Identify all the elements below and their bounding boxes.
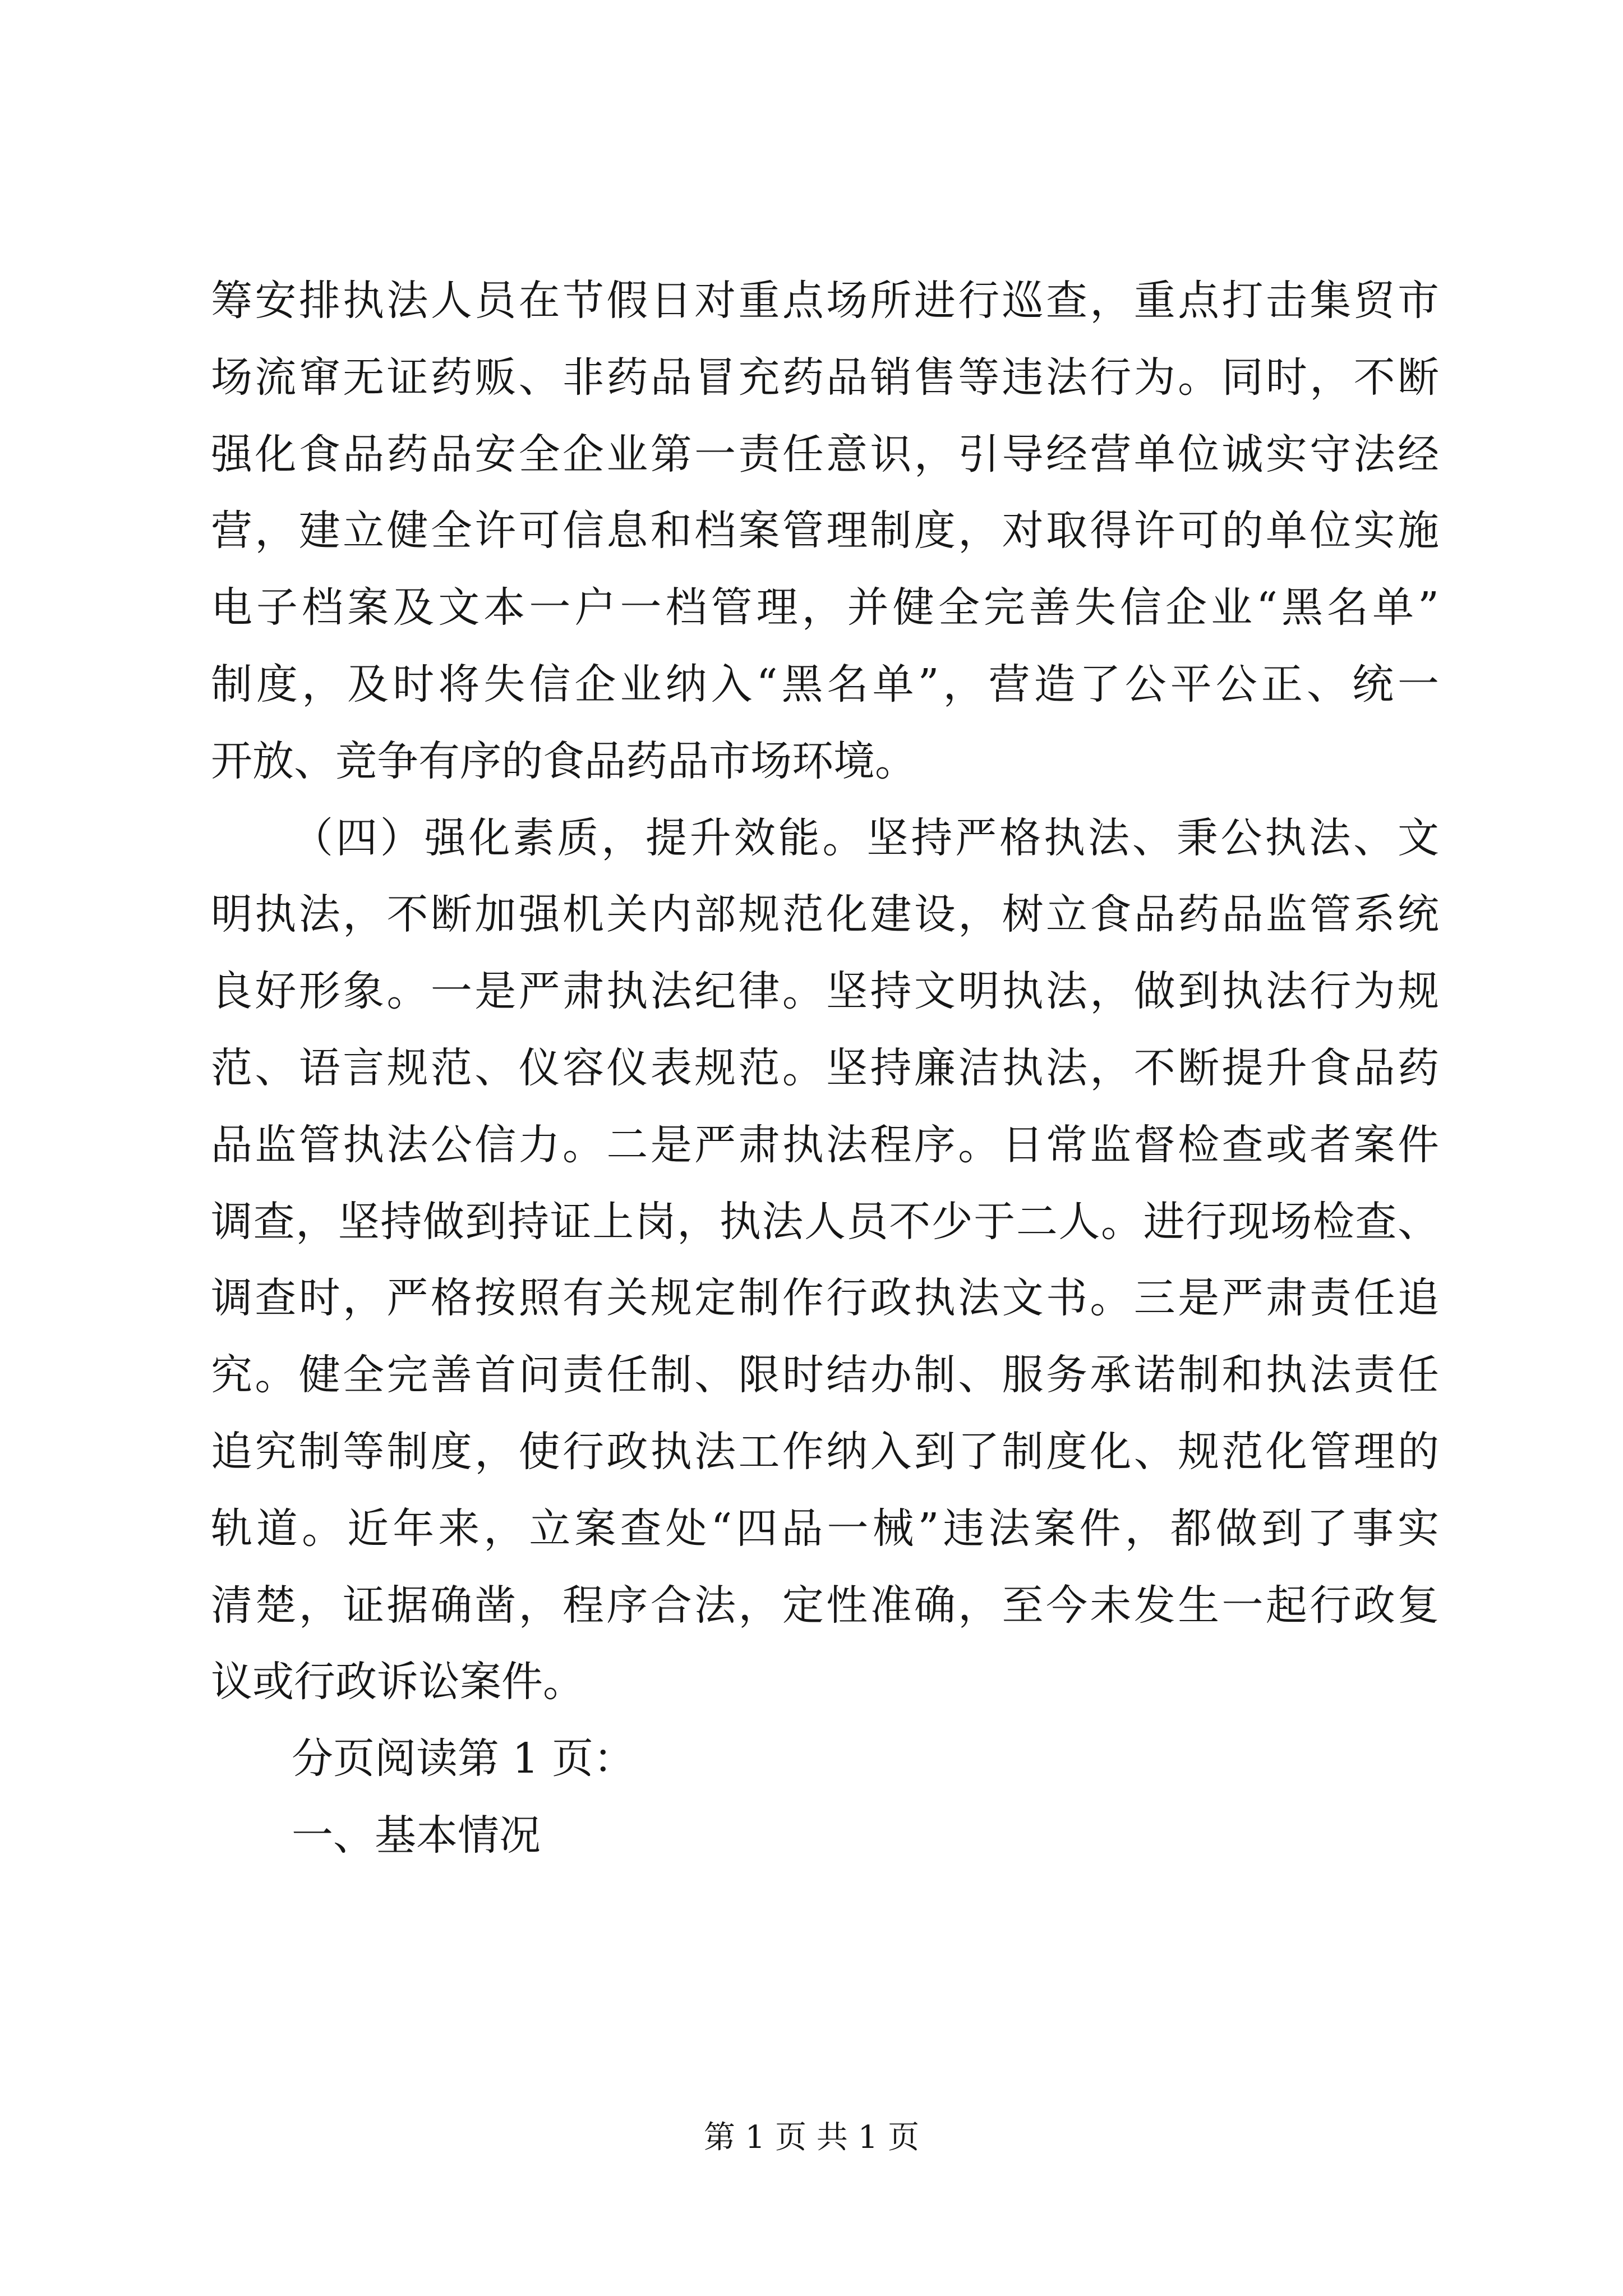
text-line: 清楚，证据确凿，程序合法，定性准确，至今未发生一起行政复 — [211, 1581, 1439, 1630]
text-line: 筹安排执法人员在节假日对重点场所进行巡查，重点打击集贸市 — [211, 277, 1439, 325]
text-line: 调查时，严格按照有关规定制作行政执法文书。三是严肃责任追 — [211, 1274, 1439, 1323]
text-line: 议或行政诉讼案件。 — [211, 1658, 584, 1706]
text-line: 范、语言规范、仪容仪表规范。坚持廉洁执法，不断提升食品药 — [211, 1043, 1439, 1092]
text-line: 品监管执法公信力。二是严肃执法程序。日常监督检查或者案件 — [211, 1120, 1439, 1169]
text-line: 场流窜无证药贩、非药品冒充药品销售等违法行为。同时，不断 — [211, 353, 1439, 402]
text-line: 良好形象。一是严肃执法纪律。坚持文明执法，做到执法行为规 — [211, 967, 1439, 1016]
text-line: 轨道。近年来，立案查处“四品一械”违法案件，都做到了事实 — [211, 1504, 1439, 1553]
text-line: 开放、竞争有序的食品药品市场环境。 — [211, 737, 916, 785]
text-line: 调查，坚持做到持证上岗，执法人员不少于二人。进行现场检查、 — [211, 1197, 1439, 1246]
page-reading-label: 分页阅读第 1 页： — [292, 1734, 635, 1783]
text-line: 明执法，不断加强机关内部规范化建设，树立食品药品监管系统 — [211, 890, 1439, 939]
text-line: 制度，及时将失信企业纳入“黑名单”，营造了公平公正、统一 — [211, 660, 1439, 708]
text-line: 究。健全完善首问责任制、限时结办制、服务承诺制和执法责任 — [211, 1351, 1439, 1400]
text-line: 强化食品药品安全企业第一责任意识，引导经营单位诚实守法经 — [211, 430, 1439, 478]
text-line: 电子档案及文本一户一档管理，并健全完善失信企业“黑名单” — [211, 583, 1439, 632]
page-footer: 第 1 页 共 1 页 — [703, 2119, 920, 2156]
document-body — [211, 263, 1439, 1874]
section-heading-line: （四）强化素质，提升效能。坚持严格执法、秉公执法、文 — [292, 813, 1439, 862]
section-title: 一、基本情况 — [292, 1811, 541, 1860]
text-line: 追究制等制度，使行政执法工作纳入到了制度化、规范化管理的 — [211, 1427, 1439, 1476]
text-line: 营，建立健全许可信息和档案管理制度，对取得许可的单位实施 — [211, 507, 1439, 555]
